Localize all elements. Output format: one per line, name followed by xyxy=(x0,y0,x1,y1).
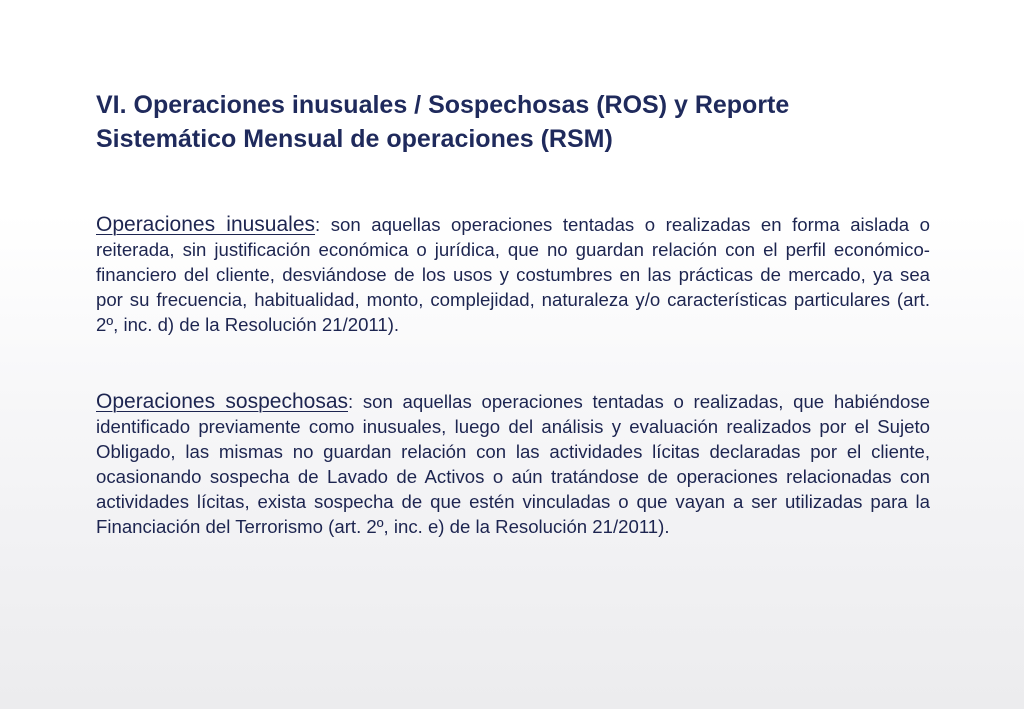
term-unusual-operations: Operaciones inusuales xyxy=(96,213,316,236)
term-separator: : xyxy=(315,214,321,235)
term-suspicious-operations: Operaciones sospechosas xyxy=(96,390,348,413)
term-separator: : xyxy=(348,391,354,412)
slide-title: VI. Operaciones inusuales / Sospechosas (ROS) y Reporte Sistemático Mensual de operaciones (RSM) xyxy=(96,91,790,153)
definition-text: son aquellas operaciones tentadas o realizadas, que habiéndose identificado previamente como inusuales, luego del análisis y evaluación realizados por el Sujeto Obligado, las mismas no guardan relación con las actividades lícitas declaradas por el cliente, ocasionando sospecha de Lavado de Activos o aún tratándose de operaciones relacionadas con actividades lícitas, exista sospecha de que estén vinculadas o que vayan a ser utilizadas para la Financiación del Terrorismo (art. 2º, inc. e) de la Resolución 21/2011). xyxy=(96,391,930,537)
slide-content xyxy=(96,88,930,539)
definition-text: son aquellas operaciones tentadas o realizadas en forma aislada o reiterada, sin justificación económica o jurídica, que no guardan relación con el perfil económico-financiero del cliente, desviándose de los usos y costumbres en las prácticas de mercado, ya sea por su frecuencia, habitualidad, monto, complejidad, naturaleza y/o características particulares (art. 2º, inc. d) de la Resolución 21/2011). xyxy=(96,214,931,335)
definition-suspicious-operations xyxy=(96,389,930,539)
definition-unusual-operations xyxy=(96,212,930,337)
